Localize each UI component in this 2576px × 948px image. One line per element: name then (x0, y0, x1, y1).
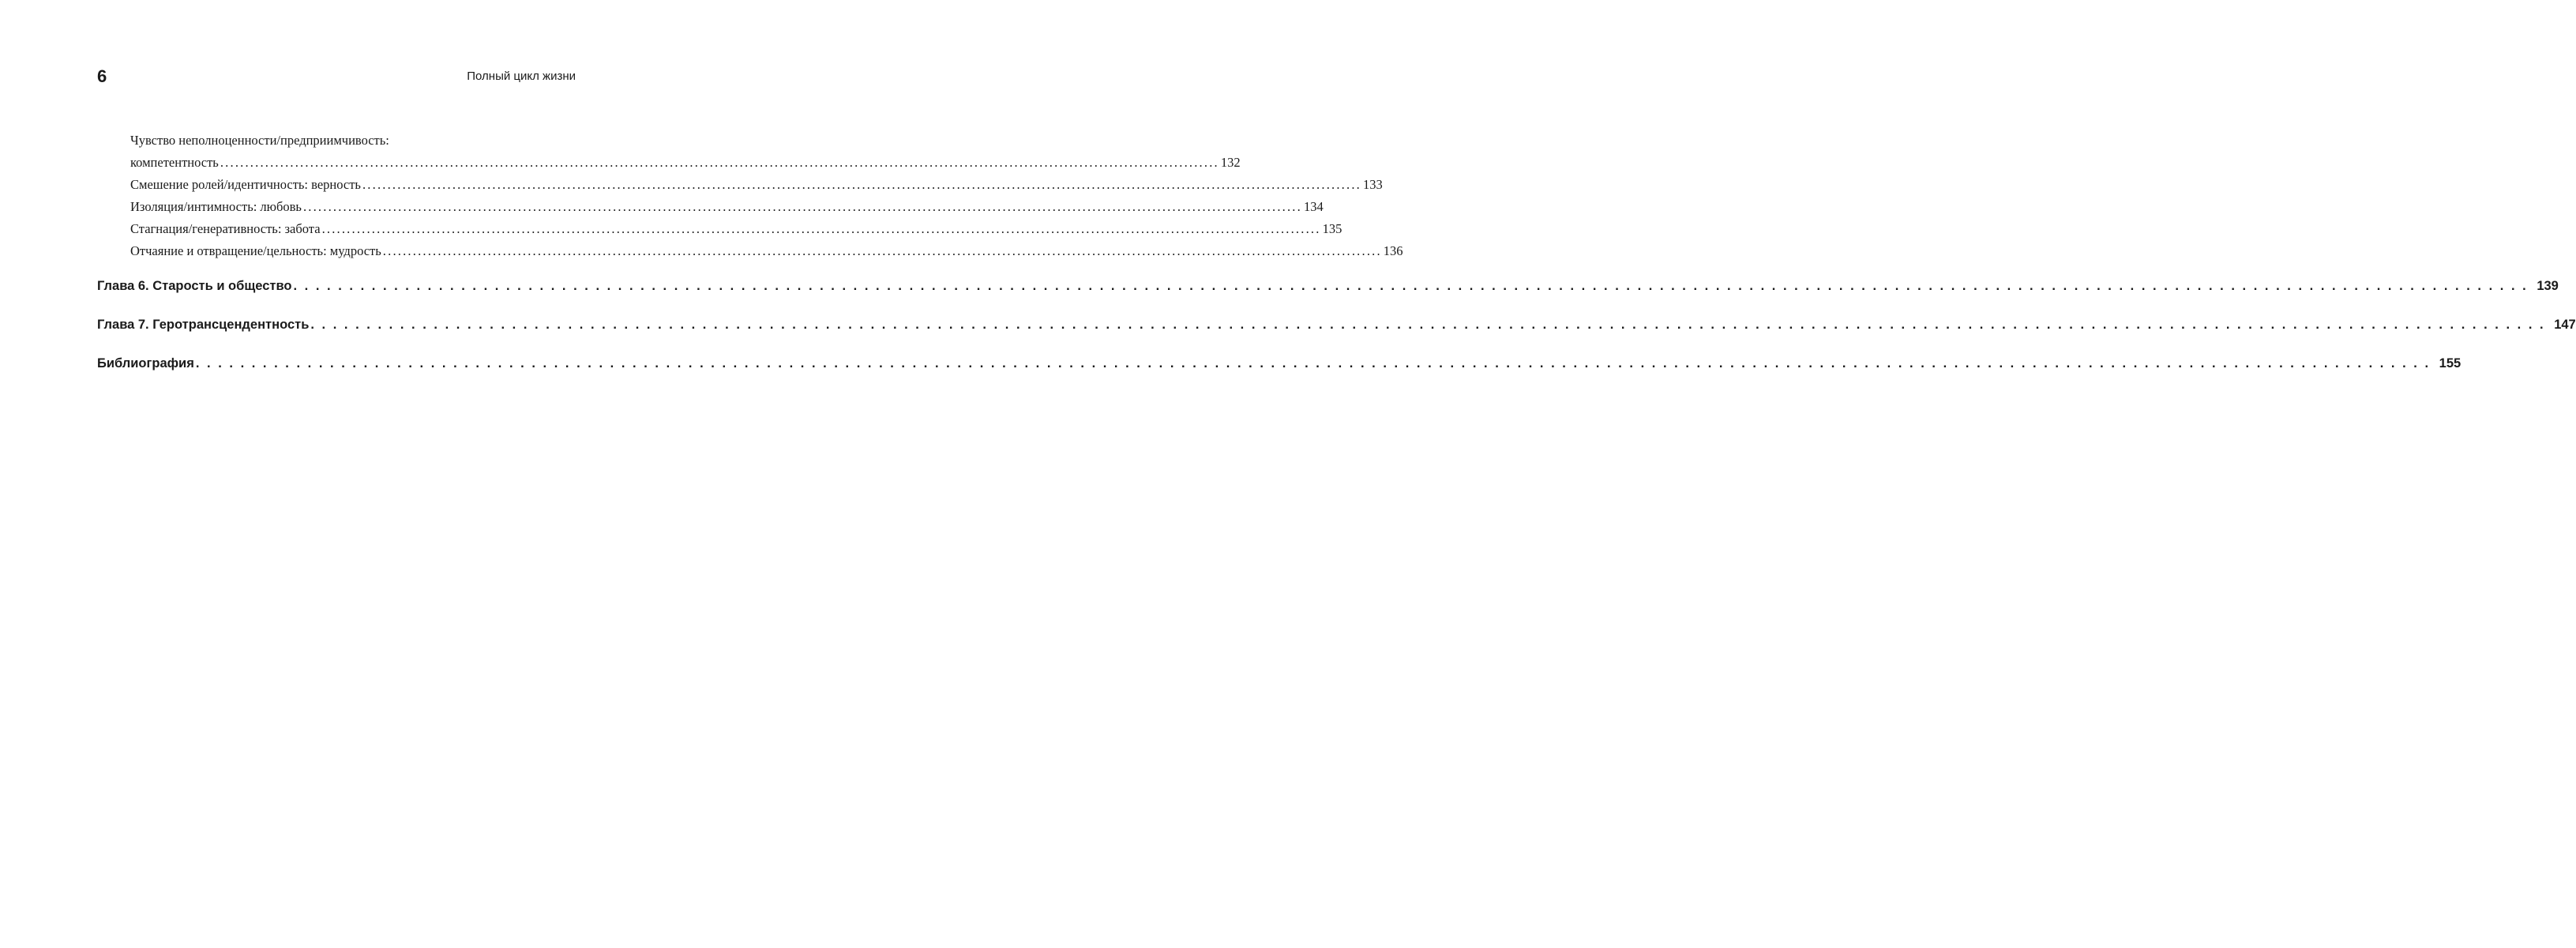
toc-entry-title: компетентность (130, 155, 219, 170)
toc-entry-line: Чувство неполноценности/предприимчивость: (130, 133, 389, 148)
toc-chapter-page: 139 (2537, 279, 2559, 293)
toc-chapter-title: Библиография (97, 356, 194, 371)
toc-entry-page: 132 (1220, 155, 1241, 170)
toc-entry-page: 135 (1322, 221, 1342, 236)
dot-leader: ........................................................................................................................................................................................................ (195, 356, 2436, 371)
dot-leader: ........................................................................................................................................................................................................ (362, 177, 1361, 192)
dot-leader: ........................................................................................................................................................................................................ (220, 155, 1219, 170)
toc-entry[interactable] (130, 152, 1241, 174)
toc-chapter-title: Глава 6. Старость и общество (97, 279, 292, 293)
running-head: Полный цикл жизни (467, 70, 576, 83)
dot-leader: ........................................................................................................................................................................................................ (302, 199, 1302, 214)
toc-chapter[interactable] (97, 276, 2559, 315)
toc-chapter[interactable] (97, 354, 2461, 393)
dot-leader: ........................................................................................................................................................................................................ (310, 318, 2552, 332)
toc-chapter[interactable] (97, 315, 2576, 354)
page-number: 6 (97, 66, 107, 86)
toc-entry-title: Смешение ролей/идентичность: верность (130, 177, 361, 192)
toc-entry-title: Отчаяние и отвращение/цельность: мудрость (130, 243, 381, 258)
toc-entry-title: Изоляция/интимность: любовь (130, 199, 302, 214)
toc-chapter-page: 147 (2554, 318, 2576, 332)
toc-entry-page: 136 (1383, 243, 1403, 258)
dot-leader: ........................................................................................................................................................................................................ (382, 243, 1382, 258)
toc-chapter-list (97, 276, 2576, 393)
toc-chapter-page: 155 (2439, 356, 2461, 371)
toc-chapter-title: Глава 7. Геротрансцендентность (97, 318, 310, 332)
toc-entry[interactable] (130, 174, 1383, 196)
table-of-contents (97, 130, 2576, 393)
toc-entry-page: 134 (1303, 199, 1324, 214)
dot-leader: ........................................................................................................................................................................................................ (321, 221, 1321, 236)
dot-leader: ........................................................................................................................................................................................................ (293, 279, 2534, 293)
toc-subsection-list (97, 130, 1403, 262)
toc-entry-page: 133 (1362, 177, 1383, 192)
toc-entry[interactable] (130, 240, 1403, 262)
toc-entry[interactable] (130, 218, 1342, 240)
toc-entry-title: Стагнация/генеративность: забота (130, 221, 321, 236)
toc-entry[interactable] (130, 196, 1324, 218)
